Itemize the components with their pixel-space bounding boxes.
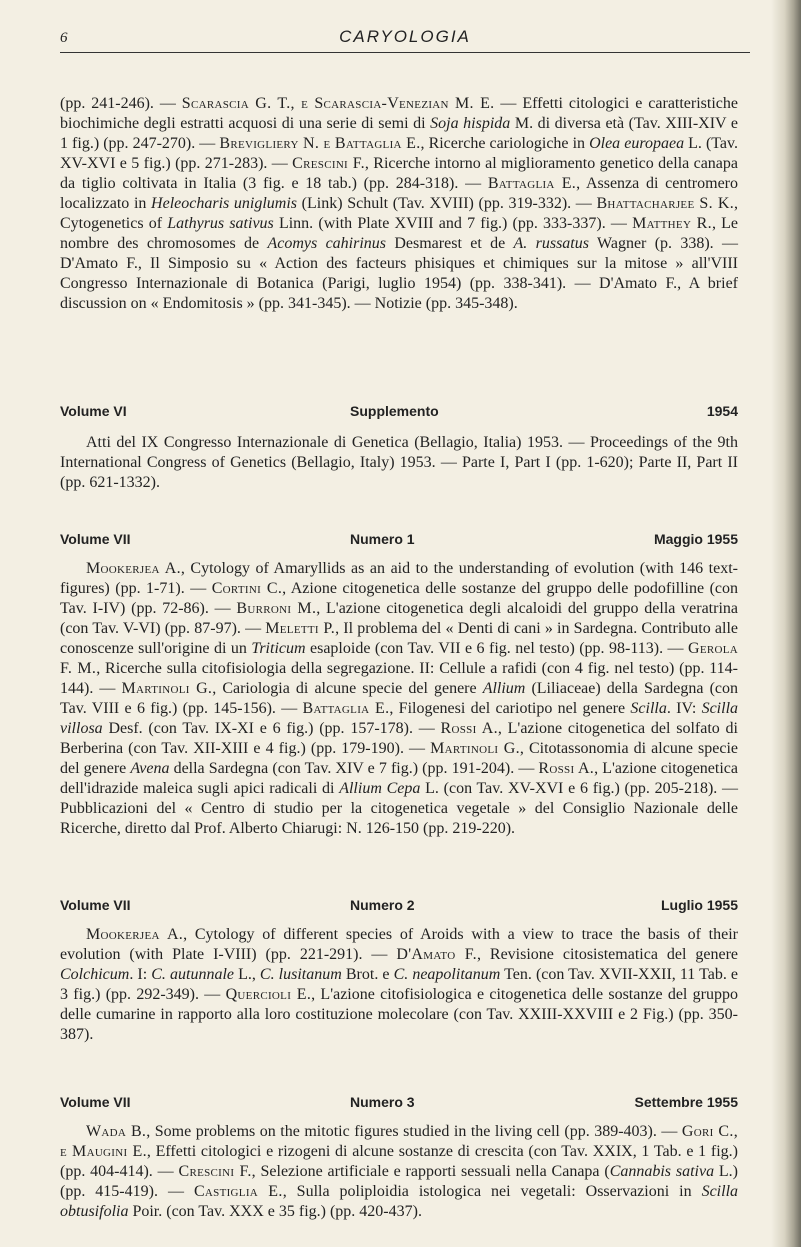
volume-label: Volume VII xyxy=(60,1094,131,1110)
running-title: CARYOLOGIA xyxy=(339,27,471,46)
issue-label: Numero 3 xyxy=(350,1094,415,1110)
intro-block xyxy=(60,94,738,314)
intro-paragraph: (pp. 241-246). — Scarascia G. T., e Scarascia-Venezian M. E. — Effetti citologici e caratteristiche biochimiche degli estratti acquosi di una serie di semi di Soja hispida M. di diversa età (Tav. XIII-XIV e 1 fig.) (pp. 247-270). — Brevigliery N. e Battaglia E., Ricerche cariologiche in Olea europaea L. (Tav. XV-XVI e 5 fig.) (pp. 271-283). — Crescini F., Ricerche intorno al miglioramento genetico della canapa da tiglio coltivata in Italia (3 fig. e 18 tab.) (pp. 284-318). — Battaglia E., Assenza di centromero localizzato in Heleocharis uniglumis (Link) Schult (Tav. XVIII) (pp. 319-332). — Bhattacharjee S. K., Cytogenetics of Lathyrus sativus Linn. (with Plate XVIII and 7 fig.) (pp. 333-337). — Matthey R., Le nombre des chromosomes de Acomys cahirinus Desmarest et de A. russatus Wagner (p. 338). — D'Amato F., Il Simposio su « Action des facteurs phisiques et chimiques sur la mitose » all'VIII Congresso Internazionale di Botanica (Parigi, luglio 1954) (pp. 338-341). — D'Amato F., A brief discussion on « Endomitosis » (pp. 341-345). — Notizie (pp. 345-348). xyxy=(60,95,739,312)
section-body-vol7-n1 xyxy=(60,559,738,839)
issue-label: Numero 1 xyxy=(350,531,415,547)
section-paragraph: Wada B., Some problems on the mitotic figures studied in the living cell (pp. 389-403). — Gori C., e Maugini E., Effetti citologici e rizogeni di alcune sostanze di crescita (con Tav. XXIX, 1 Tab. e 1 fig.) (pp. 404-414). — Crescini F., Selezione artificiale e rapporti sessuali nella Canapa (Cannabis sativa L.) (pp. 415-419). — Castiglia E., Sulla poliploidia istologica nei vegetali: Osservazioni in Scilla obtusifolia Poir. (con Tav. XXX e 35 fig.) (pp. 420-437). xyxy=(60,1123,739,1220)
section-heading-vol7-n1 xyxy=(60,531,738,553)
section-heading-vol7-n2 xyxy=(60,897,738,919)
issue-label: Supplemento xyxy=(350,403,439,419)
date-label: 1954 xyxy=(706,403,738,419)
section-body-vol7-n2 xyxy=(60,925,738,1045)
section-body-vol7-n3 xyxy=(60,1122,738,1222)
section-paragraph: Atti del IX Congresso Internazionale di Genetica (Bellagio, Italia) 1953. — Proceedings of the 9th International Congress of Genetics (Bellagio, Italy) 1953. — Parte I, Part I (pp. 1-620); Parte II, Part II (pp. 621-1332). xyxy=(60,434,738,491)
page-edge-shadow xyxy=(771,0,801,1247)
date-label: Maggio 1955 xyxy=(653,531,738,547)
volume-label: Volume VII xyxy=(60,897,131,913)
section-body-vol6 xyxy=(60,433,738,493)
section-heading-vol7-n3 xyxy=(60,1094,738,1116)
date-label: Settembre 1955 xyxy=(634,1094,738,1110)
volume-label: Volume VI xyxy=(60,403,127,419)
section-paragraph: Mookerjea A., Cytology of different species of Aroids with a view to trace the basis of their evolution (with Plate I-VIII) (pp. 221-291). — D'Amato F., Revisione citosistematica del genere Colchicum. I: C. autunnale L., C. lusitanum Brot. e C. neapolitanum Ten. (con Tav. XVII-XXII, 11 Tab. e 3 fig.) (pp. 292-349). — Quercioli E., L'azione citofisiologica e citogenetica delle sostanze del gruppo delle cumarine in rapporto alla loro costituzione molecolare (con Tav. XXIII-XXVIII e 2 Fig.) (pp. 350-387). xyxy=(60,926,739,1043)
page-number: 6 xyxy=(60,30,68,46)
volume-label: Volume VII xyxy=(60,531,131,547)
section-paragraph: Mookerjea A., Cytology of Amaryllids as an aid to the understanding of evolution (with 146 text-figures) (pp. 1-71). — Cortini C., Azione citogenetica delle sostanze del gruppo delle podofilline (con Tav. I-IV) (pp. 72-86). — Burroni M., L'azione citogenetica degli alcaloidi del gruppo della veratrina (con Tav. V-VI) (pp. 87-97). — Meletti P., Il problema del « Denti di cani » in Sardegna. Contributo alle conoscenze sull'origine di un Triticum esaploide (con Tav. VII e 6 fig. nel testo) (pp. 98-113). — Gerola F. M., Ricerche sulla citofisiologia della segregazione. II: Cellule a rafidi (con 4 fig. nel testo) (pp. 114-144). — Martinoli G., Cariologia di alcune specie del genere Allium (Liliaceae) della Sardegna (con Tav. VIII e 6 fig.) (pp. 145-156). — Battaglia E., Filogenesi del cariotipo nel genere Scilla. IV: Scilla villosa Desf. (con Tav. IX-XI e 6 fig.) (pp. 157-178). — Rossi A., L'azione citogenetica del solfato di Berberina (con Tav. XII-XIII e 4 fig.) (pp. 179-190). — Martinoli G., Citotassonomia di alcune specie del genere Avena della Sardegna (con Tav. XIV e 7 fig.) (pp. 191-204). — Rossi A., L'azione citogenetica dell'idrazide maleica sugli apici radicali di Allium Cepa L. (con Tav. XV-XVI e 6 fig.) (pp. 205-218). — Pubblicazioni del « Centro di studio per la citogenetica vegetale » del Consiglio Nazionale delle Ricerche, diretto dal Prof. Alberto Chiarugi: N. 126-150 (pp. 219-220). xyxy=(60,560,739,837)
issue-label: Numero 2 xyxy=(350,897,415,913)
page-header xyxy=(60,12,750,53)
date-label: Luglio 1955 xyxy=(660,897,738,913)
section-heading-vol6 xyxy=(60,403,738,425)
